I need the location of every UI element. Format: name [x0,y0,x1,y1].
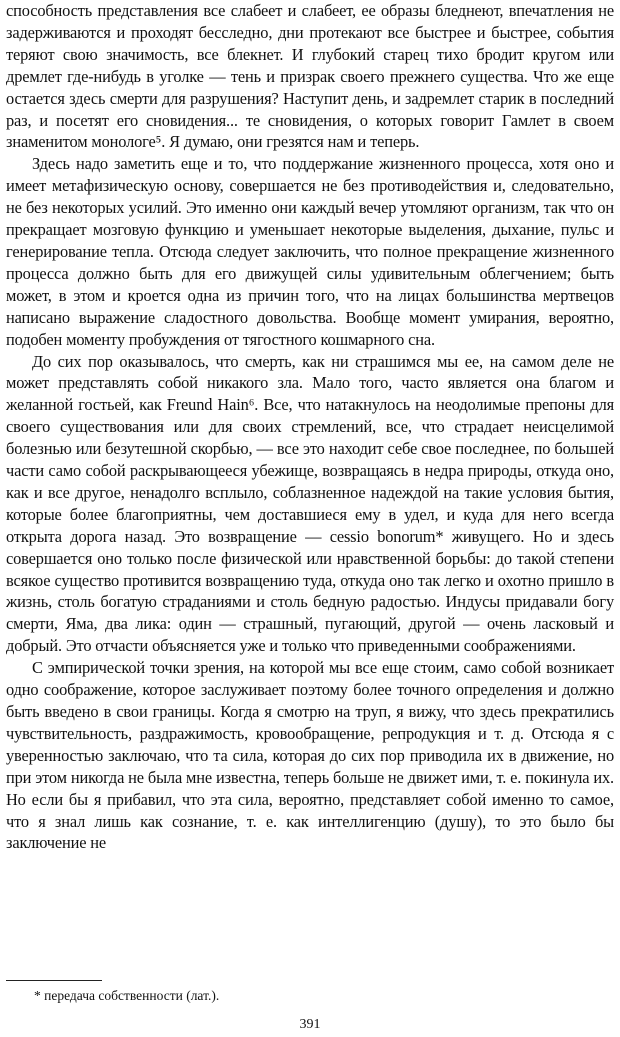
footnote-divider [6,980,102,981]
footnote: * передача собственности (лат.). [34,988,220,1003]
paragraph-4: С эмпирической точки зрения, на которой мы все еще стоим, само собой возникает одно соображение, которое заслуживает поэтому более точного определения и должно быть введено в свои границы. Когда я смотрю на труп, я вижу, что здесь прекратились чувствительность, раздражимость, кровообращение, репродукция и т. д. Отсюда я с уверенностью заключаю, что та сила, которая до сих пор приводила их в движение, но при этом никогда не была мне известна, теперь больше не движет ими, т. е. покинула их. Но если бы я прибавил, что эта сила, вероятно, представляет собой именно то самое, что я знал лишь как сознание, т. е. как интеллигенцию (душу), то это было бы заключение не [6,658,614,853]
paragraph-1: способность представления все слабеет и слабеет, ее образы бледнеют, впечатления не задерживаются и проходят бесследно, дни протекают все быстрее и быстрее, события теряют свою значимость, все блекнет. И глубокий старец тихо бродит кругом или дремлет где-нибудь в уголке — тень и призрак своего прежнего существа. Что же еще остается здесь смерти для разрушения? Наступит день, и задремлет старик в последний раз, и посетят его сновидения... те сновидения, о которых говорит Гамлет в своем знаменитом монологе⁵. Я думаю, они грезятся нам и теперь. [6,1,614,152]
body-text [6,0,614,854]
page-number: 391 [299,1017,321,1032]
paragraph-3: До сих пор оказывалось, что смерть, как ни страшимся мы ее, на самом деле не может представлять собой никакого зла. Мало того, часто является она благом и желанной гостьей, как Freund Hain⁶. Все, что натакнулось на неодолимые препоны для своего существования или для своих стремлений, все, что страдает неисцелимой болезнью или безутешной скорбью, — все это находит себе свое последнее, по большей части само собой раскрывающееся убежище, возвращаясь в недра природы, откуда оно, как и все другое, ненадолго всплыло, соблазненное надеждой на такие условия бытия, которые более благоприятны, чем доставшиеся ему в удел, и куда для него всегда открыта дорога назад. Это возвращение — cessio bonorum* живущего. Но и здесь совершается оно только после физической или нравственной борьбы: до такой степени всякое существо противится возвращению туда, откуда оно так легко и охотно пришло в жизнь, столь богатую страданиями и столь бедную радостью. Индусы придавали богу смерти, Яма, два лика: один — страшный, пугающий, другой — очень ласковый и добрый. Это отчасти объясняется уже и только что приведенными соображениями. [6,351,614,656]
paragraph-2: Здесь надо заметить еще и то, что поддержание жизненного процесса, хотя оно и имеет метафизическую основу, совершается не без противодействия и, следовательно, не без некоторых усилий. Это именно они каждый вечер утомляют организм, так что он прекращает мозговую функцию и уменьшает некоторые выделения, дыхание, пульс и генерирование тепла. Отсюда следует заключить, что полное прекращение жизненного процесса должно быть для его движущей силы удивительным облегчением; быть может, в этом и кроется одна из причин того, что на лицах большинства мертвецов написано выражение сладостного довольства. Вообще момент умирания, вероятно, подобен моменту пробуждения от тягостного кошмарного сна. [6,154,614,349]
